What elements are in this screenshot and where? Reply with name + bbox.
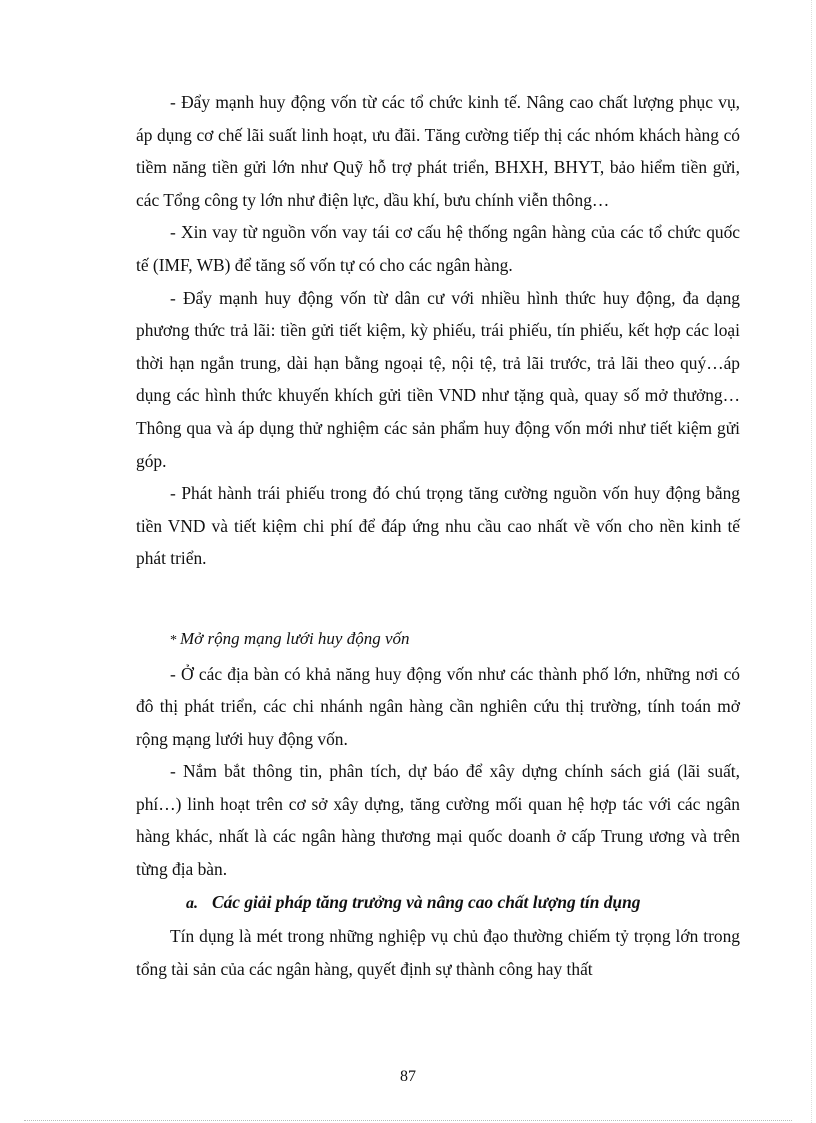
paragraph-pricing-policy: - Nắm bắt thông tin, phân tích, dự báo để xây dựng chính sách giá (lãi suất, phí…) linh hoạt trên cơ sở xây dựng, tăng cường mối quan hệ hợp tác với các ngân hàng khác, nhất là các ngân hàng thương mại quốc doanh ở cấp Trung ương và trên từng địa bàn. — [136, 761, 740, 880]
heading-text: Các giải pháp tăng trưởng và nâng cao chất lượng tín dụng — [212, 891, 641, 912]
paragraph-residents: - Đẩy mạnh huy động vốn từ dân cư với nhiều hình thức huy động, đa dạng phương thức trả lãi: tiền gửi tiết kiệm, kỳ phiếu, trái phiếu, tín phiếu, kết hợp các loại thời hạn ngắn trung, dài hạn bằng ngoại tệ, nội tệ, trả lãi trước, trả lãi theo quý…áp dụng các hình thức khuyến khích gửi tiền VND như tặng quà, quay số mở thưởng…Thông qua và áp dụng thử nghiệm các sản phẩm huy động vốn mới như tiết kiệm gửi góp. — [136, 287, 740, 471]
page-number: 87 — [400, 1068, 416, 1085]
page-bottom-border — [24, 1120, 792, 1121]
body-text — [136, 86, 740, 985]
paragraph-organizations: - Đẩy mạnh huy động vốn từ các tổ chức kinh tế. Nâng cao chất lượng phục vụ, áp dụng cơ chế lãi suất linh hoạt, ưu đãi. Tăng cường tiếp thị các nhóm khách hàng có tiềm năng tiền gửi lớn như Quỹ hỗ trợ phát triển, BHXH, BHYT, bảo hiểm tiền gửi, các Tổng công ty lớn như điện lực, dầu khí, bưu chính viễn thông… — [136, 92, 740, 210]
subheading — [136, 623, 740, 658]
section-gap — [136, 575, 740, 623]
paragraph-credit: Tín dụng là mét trong những nghiệp vụ chủ đạo thường chiếm tỷ trọng lớn trong tổng tài sản của các ngân hàng, quyết định sự thành công hay thất — [136, 926, 740, 979]
heading-marker: a. — [186, 894, 198, 912]
subheading-bullet: * — [170, 632, 177, 648]
page-right-border — [811, 0, 812, 1123]
paragraph-network-cities: - Ở các địa bàn có khả năng huy động vốn như các thành phố lớn, những nơi có đô thị phát triển, các chi nhánh ngân hàng cần nghiên cứu thị trường, tính toán mở rộng mạng lưới huy động vốn. — [136, 663, 740, 749]
section-heading-a — [136, 886, 740, 921]
paragraph-bonds: - Phát hành trái phiếu trong đó chú trọng tăng cường nguồn vốn huy động bằng tiền VND và tiết kiệm chi phí để đáp ứng nhu cầu cao nhất về vốn cho nền kinh tế phát triển. — [136, 483, 740, 569]
paragraph-international-loans: - Xin vay từ nguồn vốn vay tái cơ cấu hệ thống ngân hàng của các tổ chức quốc tế (IMF, WB) để tăng số vốn tự có cho các ngân hàng. — [136, 222, 740, 275]
subheading-text: Mở rộng mạng lưới huy động vốn — [180, 628, 410, 648]
